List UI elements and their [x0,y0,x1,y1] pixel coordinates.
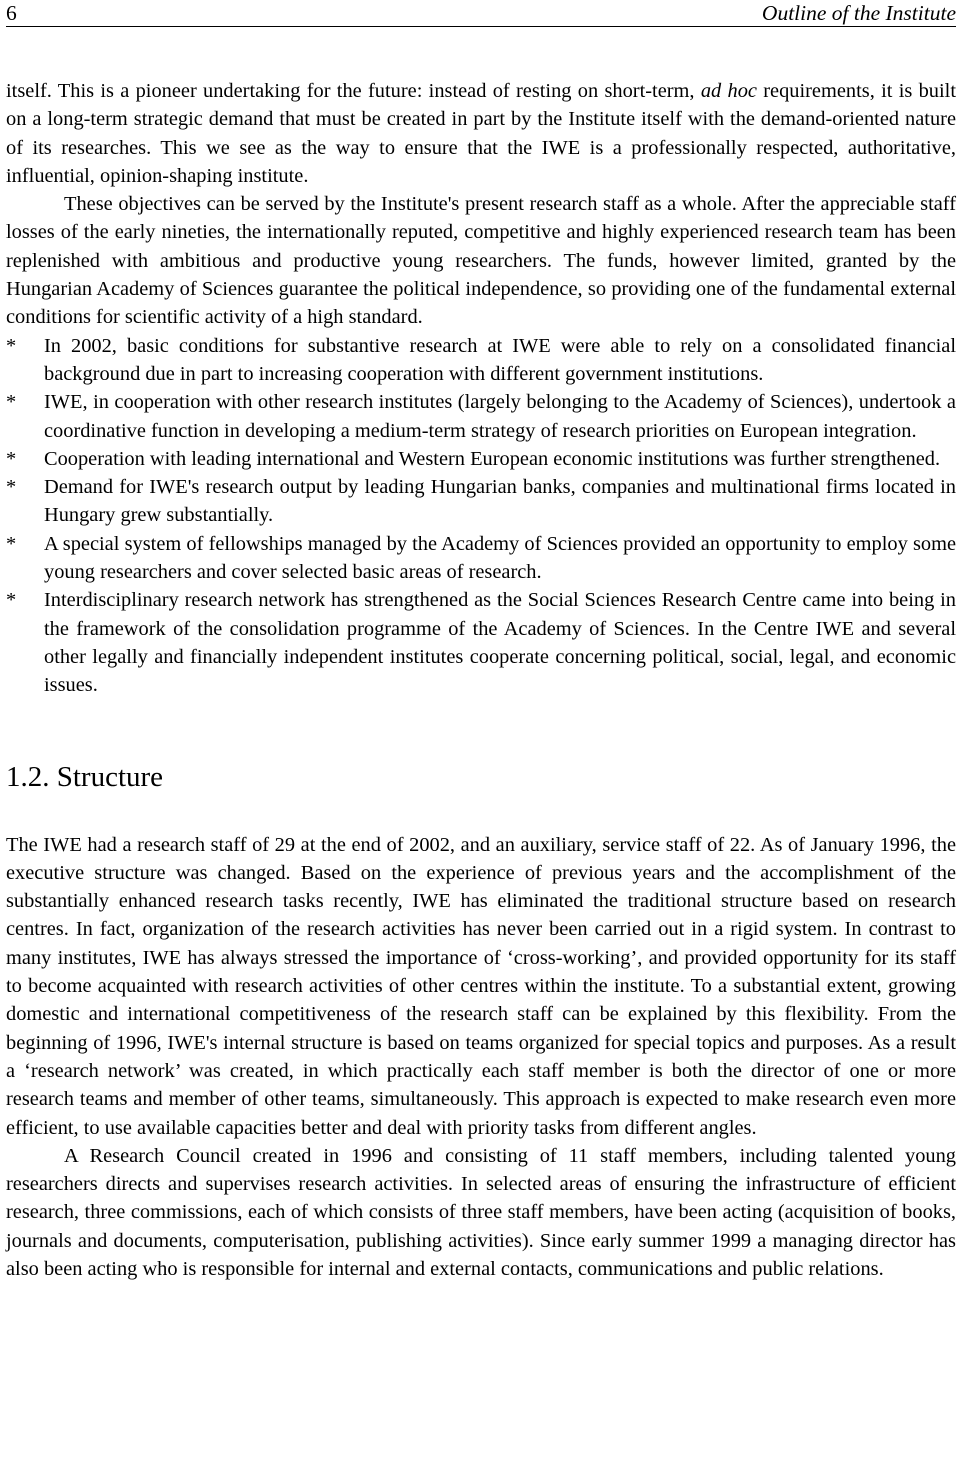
bullet-asterisk: * [6,391,17,414]
page-number: 6 [6,1,17,25]
bullet-text: Demand for IWE's research output by leading Hungarian banks, companies and multinational firms located in Hungary grew substantially. [44,476,956,527]
section-paragraph-1: The IWE had a research staff of 29 at the end of 2002, and an auxiliary, service staff of 22. As of January 1996, the executive structure was changed. Based on the experience of previous years and the accomplishment of the substantially enhanced research tasks recently, IWE has eliminated the traditional structure based on research centres. In fact, organization of the research activities has never been carried out in a rigid system. In contrast to many institutes, IWE has always stressed the importance of ‘cross-working’, and provided opportunity for its staff to become acquainted with research activities of other centres within the institute. To a substantial extent, growing domestic and international competitiveness of the research staff can be explained by this flexibility. From the beginning of 1996, IWE's internal structure is based on teams organized for special topics and purposes. As a result a ‘research network’ was created, in which practically each staff member is both the director of one or more research teams and member of other teams, simultaneously. This approach is expected to make research even more efficient, to use available capacities better and deal with priority tasks from different angles. [6,833,956,1139]
intro-paragraph-1 [6,77,956,190]
bullet-asterisk: * [6,589,17,612]
bullet-item [6,332,956,389]
bullet-asterisk: * [6,476,17,499]
intro-paragraph-2: These objectives can be served by the Institute's present research staff as a whole. After the appreciable staff losses of the early nineties, the internationally reputed, competitive and highly experienced research team has been replenished with ambitious and productive young researchers. The funds, however limited, granted by the Hungarian Academy of Sciences guarantee the political independence, so providing one of the fundamental external conditions for scientific activity of a high standard. [6,193,956,329]
intro-paragraph-1-part-b: requirements, it is built on a long-term strategic demand that must be created in part by the Institute itself with the demand-oriented nature of its researches. This we see as the way to ensure that the IWE is a professionally respected, authoritative, influential, opinion-shaping institute. [6,80,957,187]
running-header-title: Outline of the Institute [761,1,956,25]
document-body [6,77,956,1283]
intro-paragraph-1-part-a: itself. This is a pioneer undertaking for the future: instead of resting on short-term, [6,80,701,102]
bullet-list [6,332,956,700]
section-paragraph-2: A Research Council created in 1996 and consisting of 11 staff members, including talented young researchers directs and supervises research activities. In selected areas of ensuring the infrastructure of efficient research, three commissions, each of which consists of three staff members, have been acting (acquisition of books, journals and documents, computerisation, publishing activities). Since early summer 1999 a managing director has also been acting who is responsible for internal and external contacts, communications and public relations. [6,1144,956,1280]
bullet-asterisk: * [6,334,17,357]
bullet-text: IWE, in cooperation with other research institutes (largely belonging to the Academy of Sciences), undertook a coordinative function in developing a medium-term strategy of research priorities on European integration. [44,391,956,442]
running-header [6,0,956,27]
bullet-item [6,388,956,445]
bullet-text: Interdisciplinary research network has strengthened as the Social Sciences Research Centre came into being in the framework of the consolidation programme of the Academy of Sciences. In the Centre IWE and several other legally and financially independent institutes cooperate concerning political, social, legal, and economic issues. [44,589,956,697]
bullet-text: In 2002, basic conditions for substantive research at IWE were able to rely on a consolidated financial background due in part to increasing cooperation with different government institutions. [44,334,956,385]
document-page [6,0,956,1467]
bullet-asterisk: * [6,532,17,555]
bullet-text: A special system of fellowships managed by the Academy of Sciences provided an opportunity to employ some young researchers and cover selected basic areas of research. [44,532,956,584]
section-heading: 1.2. Structure [6,760,164,793]
bullet-item [6,473,956,530]
intro-paragraph-1-italic: ad hoc [700,80,757,102]
bullet-item [6,586,956,699]
bullet-text: Cooperation with leading international and Western European economic institutions was further strengthened. [44,447,941,470]
bullet-item [6,445,956,473]
bullet-asterisk: * [6,447,17,470]
bullet-item [6,530,956,587]
